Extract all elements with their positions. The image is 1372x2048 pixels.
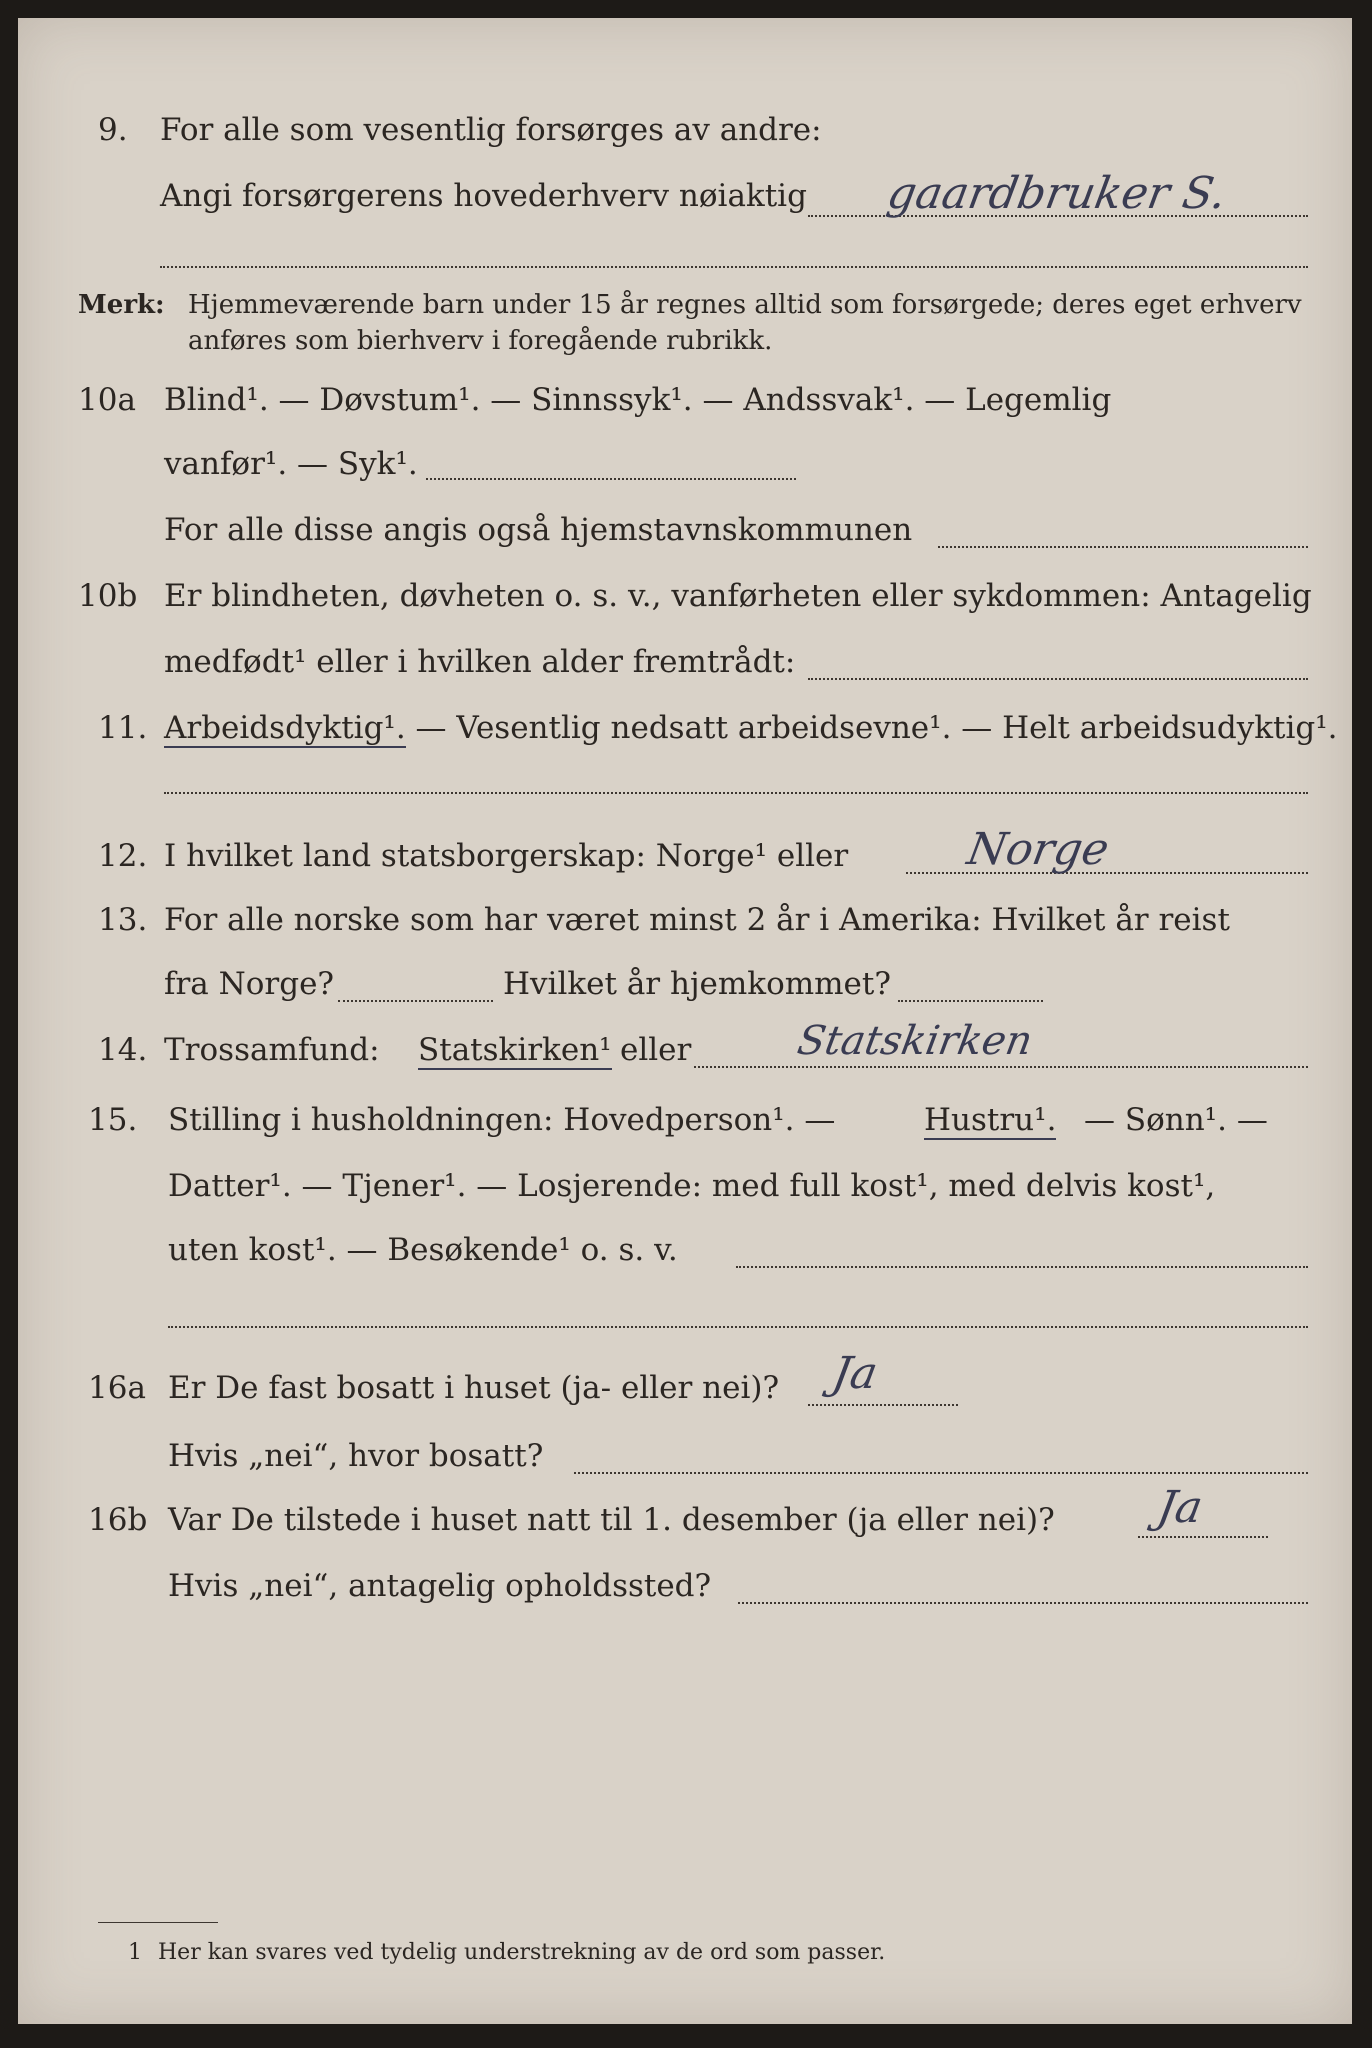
q12-handwritten-answer: Norge	[963, 824, 1113, 875]
q10b-line2: medfødt¹ eller i hvilken alder fremtrådt:	[164, 644, 796, 680]
q15-line3: uten kost¹. — Besøkende¹ o. s. v.	[168, 1232, 678, 1268]
q16a-bosatt-line	[574, 1472, 1308, 1474]
q9-extra-line	[160, 266, 1308, 268]
q11-number: 11.	[98, 710, 148, 746]
q11-line	[164, 708, 1338, 748]
q15-hustru-underlined: Hustru¹.	[924, 1102, 1057, 1138]
q9-line1: For alle som vesentlig forsørges av andre:	[160, 112, 822, 148]
q16b-number: 16b	[88, 1502, 148, 1538]
q13-number: 13.	[98, 902, 148, 938]
q10a-line1: Blind¹. — Døvstum¹. — Sinnssyk¹. — Andssvak¹. — Legemlig	[164, 382, 1112, 418]
q10a-syk-line	[426, 478, 796, 480]
q16a-handwritten-answer: Ja	[828, 1348, 882, 1399]
q15-line1a: Stilling i husholdningen: Hovedperson¹. —	[168, 1102, 836, 1138]
q16b-opholdssted-line	[738, 1602, 1308, 1604]
q15-hustru	[924, 1100, 1056, 1140]
q14-statskirken-underlined: Statskirken¹	[418, 1032, 612, 1068]
q9-handwritten-answer: gaardbruker S.	[883, 168, 1231, 219]
q13-line2a: fra Norge?	[164, 966, 335, 1002]
q13-reist-line	[338, 1000, 493, 1002]
q15-line1c: — Sønn¹. —	[1084, 1102, 1268, 1138]
q15-extra-line	[168, 1326, 1308, 1328]
q16a-answer-line	[808, 1404, 958, 1406]
q13-line2b: Hvilket år hjemkommet?	[503, 966, 891, 1002]
q16b-line1: Var De tilstede i huset natt til 1. desember (ja eller nei)?	[168, 1502, 1055, 1538]
q14-label: Trossamfund:	[164, 1032, 380, 1068]
q16a-line1: Er De fast bosatt i huset (ja- eller nei)?	[168, 1370, 780, 1406]
q10a-kommune-line	[938, 546, 1308, 548]
q10b-answer-line	[808, 678, 1308, 680]
merk-line2: anføres som bierhverv i foregående rubrikk.	[188, 326, 773, 356]
footnote-mark: 1	[128, 1940, 142, 1965]
q16b-answer-line	[1138, 1536, 1268, 1538]
q16b-handwritten-answer: Ja	[1153, 1482, 1207, 1533]
q10a-line3: For alle disse angis også hjemstavnskommunen	[164, 512, 913, 548]
q10b-number: 10b	[78, 578, 138, 614]
q11-rest: — Vesentlig nedsatt arbeidsevne¹. — Helt arbeidsudyktig¹.	[405, 710, 1338, 746]
footnote-text: Her kan svares ved tydelig understrekning av de ord som passer.	[158, 1940, 886, 1965]
q13-line1: For alle norske som har været minst 2 år i Amerika: Hvilket år reist	[164, 902, 1230, 938]
q15-number: 15.	[88, 1102, 138, 1138]
q13-hjemkommet-line	[898, 1000, 1043, 1002]
q14-eller: eller	[620, 1032, 692, 1068]
q12-line1: I hvilket land statsborgerskap: Norge¹ eller	[164, 838, 849, 874]
q14-option	[418, 1030, 612, 1070]
q12-number: 12.	[98, 838, 148, 874]
merk-label: Merk:	[78, 290, 165, 320]
q9-line2: Angi forsørgerens hovederhverv nøiaktig	[160, 178, 807, 214]
q9-number: 9.	[98, 112, 128, 148]
q10b-line1: Er blindheten, døvheten o. s. v., vanførheten eller sykdommen: Antagelig	[164, 578, 1312, 614]
footnote-separator	[98, 1922, 218, 1923]
q14-answer-line	[694, 1066, 1308, 1068]
q15-line2: Datter¹. — Tjener¹. — Losjerende: med full kost¹, med delvis kost¹,	[168, 1168, 1216, 1204]
q14-handwritten-answer: Statskirken	[793, 1018, 1036, 1064]
q11-arbeidsdyktig-underlined: Arbeidsdyktig¹.	[164, 710, 406, 746]
q16a-number: 16a	[88, 1370, 146, 1406]
q11-extra-line	[164, 792, 1308, 794]
q15-answer-line	[736, 1266, 1308, 1268]
census-form-page	[18, 18, 1352, 2024]
q10a-number: 10a	[78, 382, 136, 418]
q10a-line2: vanfør¹. — Syk¹.	[164, 446, 418, 482]
q14-number: 14.	[98, 1032, 148, 1068]
merk-line1: Hjemmeværende barn under 15 år regnes alltid som forsørgede; deres eget erhverv	[188, 290, 1302, 320]
q16b-line2: Hvis „nei“, antagelig opholdssted?	[168, 1568, 712, 1604]
q16a-line2: Hvis „nei“, hvor bosatt?	[168, 1438, 544, 1474]
